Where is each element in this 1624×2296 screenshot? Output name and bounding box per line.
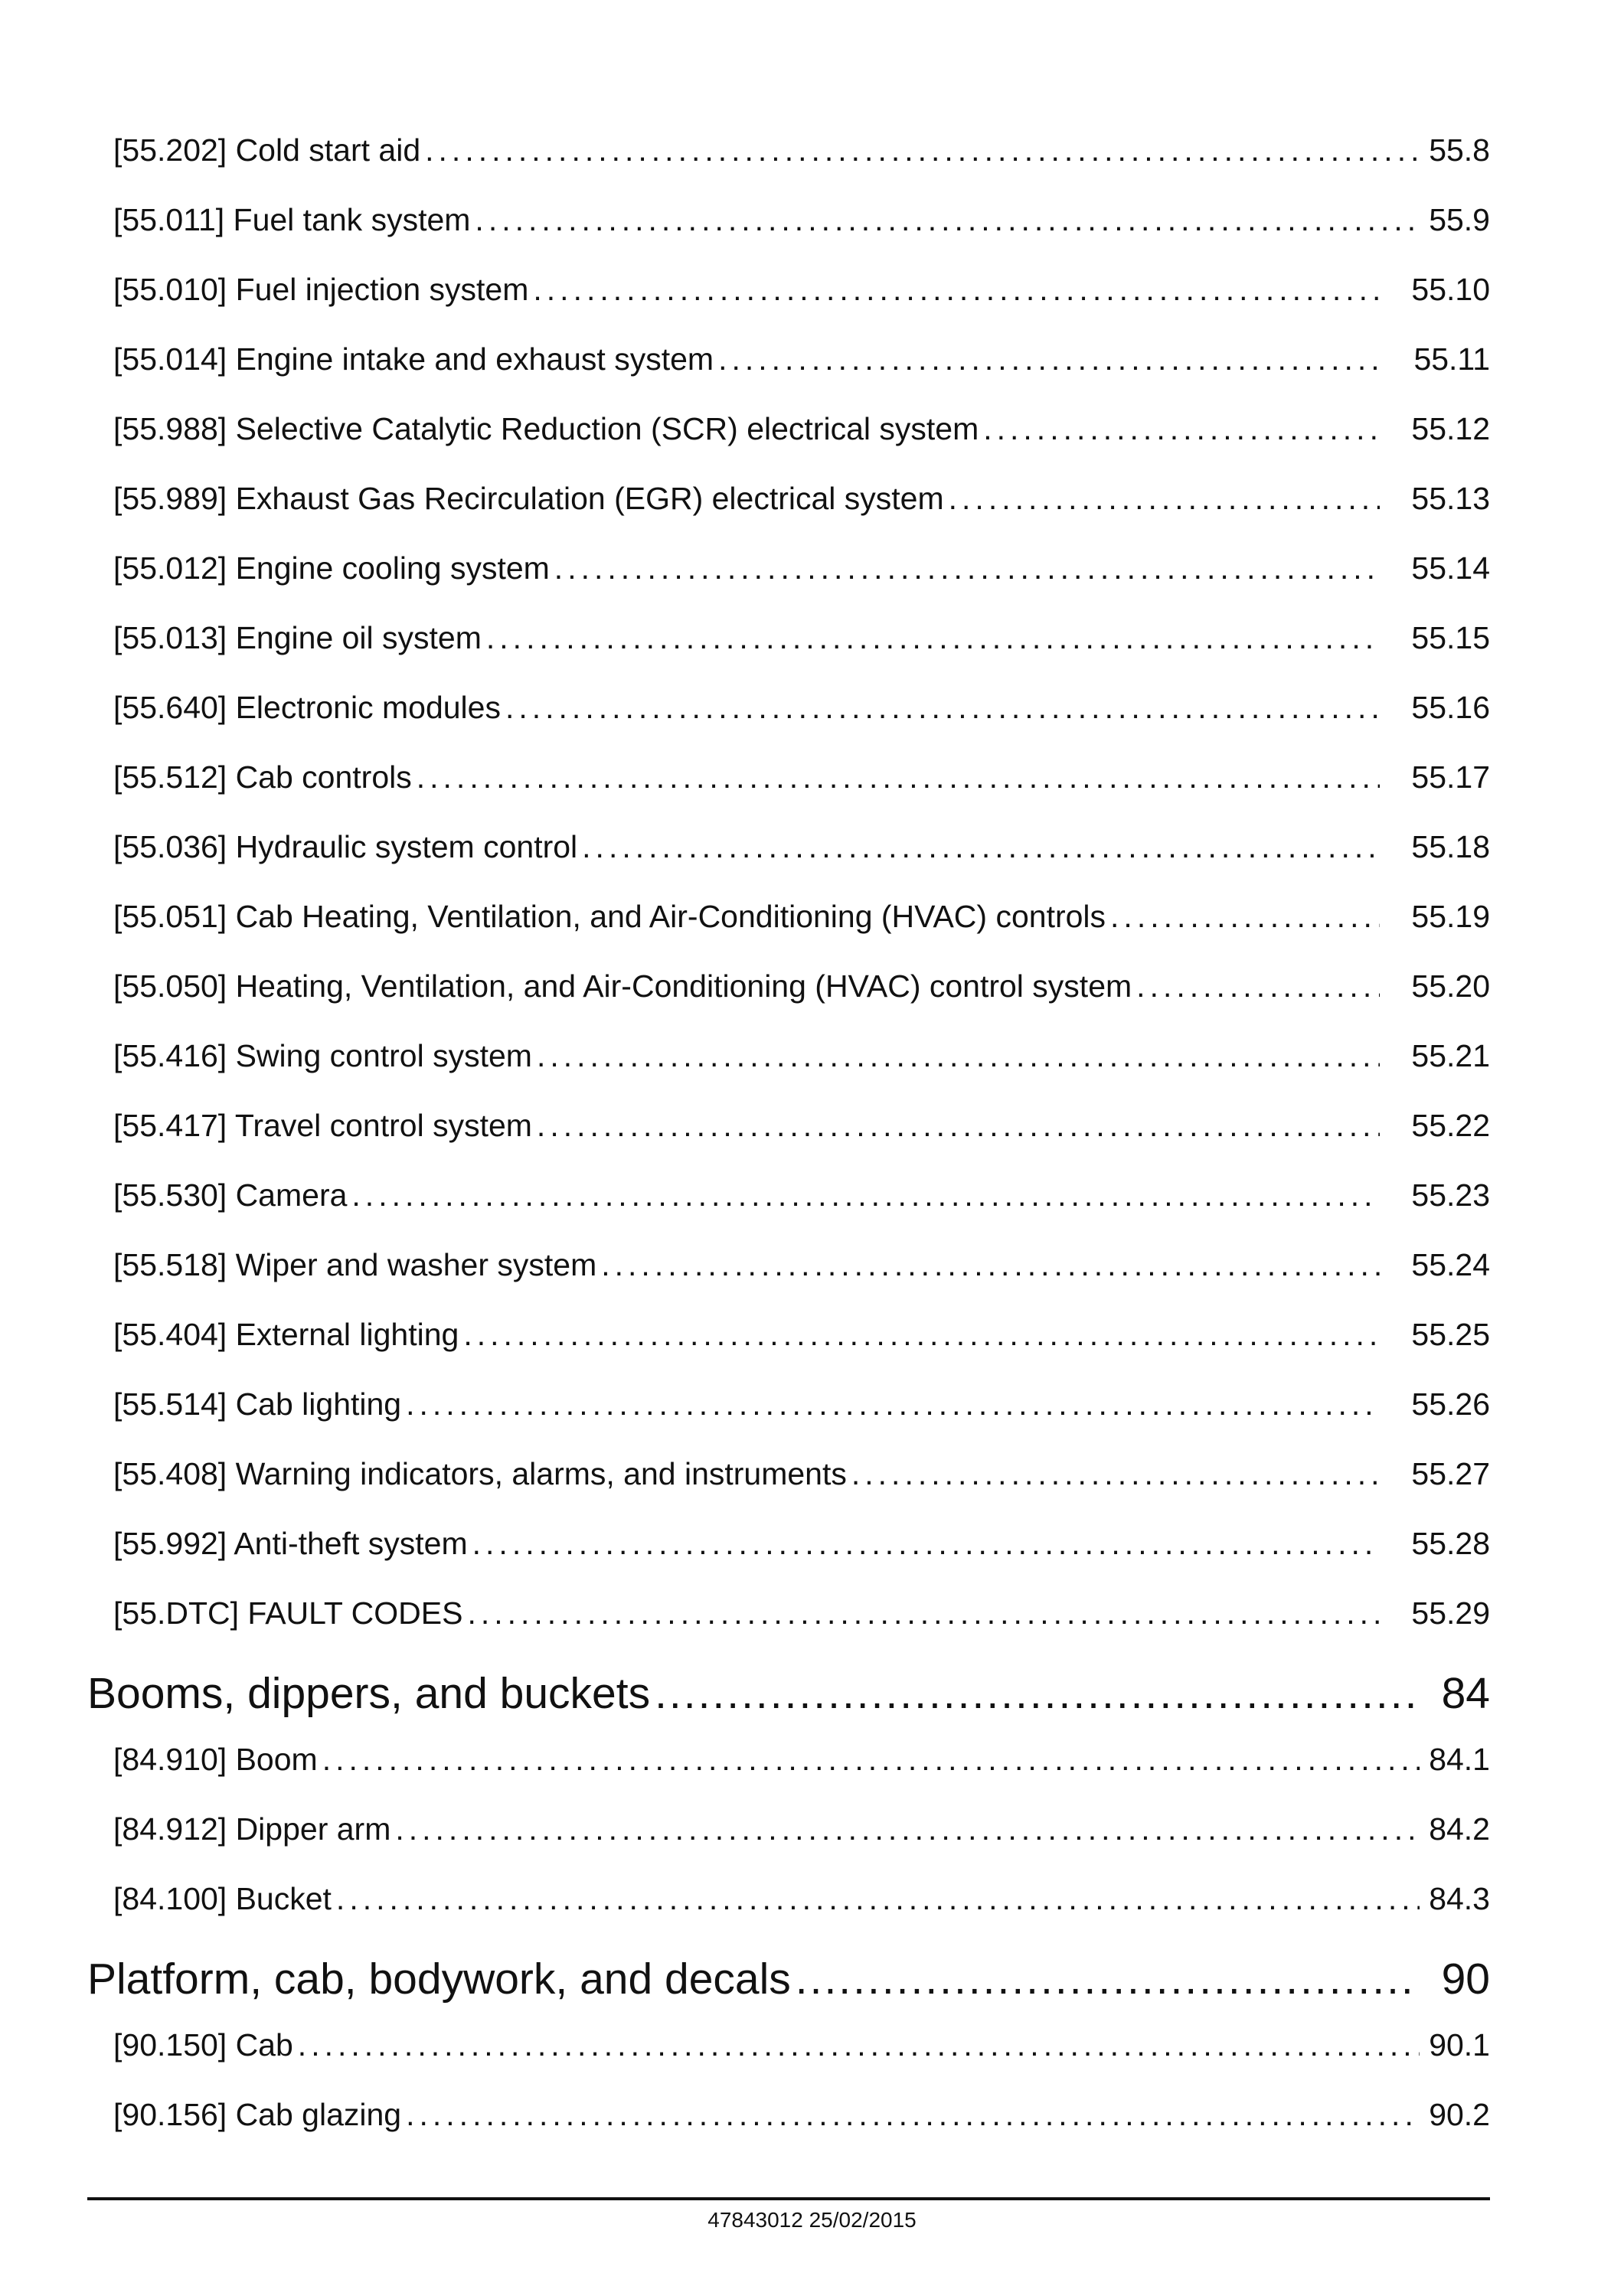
dot-leader <box>554 550 1380 586</box>
toc-page-number: 55.22 <box>1411 1108 1490 1143</box>
toc-entry[interactable] <box>87 1456 1490 1526</box>
toc-entry[interactable] <box>87 202 1490 272</box>
toc-entry-label: [55.530] Camera <box>113 1177 348 1213</box>
toc-entry-label: [55.408] Warning indicators, alarms, and instruments <box>113 1456 847 1491</box>
toc-entry-label: [55.202] Cold start aid <box>113 132 421 168</box>
toc-entry[interactable] <box>87 341 1490 411</box>
dot-leader <box>336 1881 1420 1917</box>
dot-leader <box>417 759 1380 795</box>
toc-entry-label: [55.012] Engine cooling system <box>113 550 550 586</box>
toc-entry[interactable] <box>87 1386 1490 1456</box>
toc-page-number: 55.23 <box>1411 1177 1490 1213</box>
dot-leader <box>983 411 1380 447</box>
dot-leader <box>351 1177 1380 1213</box>
toc-entry-label: [55.014] Engine intake and exhaust system <box>113 341 714 377</box>
toc-entry[interactable] <box>87 899 1490 968</box>
toc-page-number: 90.2 <box>1429 2097 1490 2132</box>
toc-entry-label: [55.050] Heating, Ventilation, and Air-Conditioning (HVAC) control system <box>113 968 1132 1004</box>
toc-page-number: 55.26 <box>1411 1386 1490 1422</box>
toc-page-number: 55.18 <box>1411 829 1490 864</box>
toc-page-number: 84.3 <box>1429 1881 1490 1916</box>
toc-page-number: 55.29 <box>1411 1595 1490 1631</box>
footer-divider <box>87 2197 1490 2200</box>
toc-entry[interactable] <box>87 2027 1490 2097</box>
dot-leader <box>486 620 1380 656</box>
dot-leader <box>406 1386 1380 1422</box>
toc-page-number: 55.16 <box>1411 690 1490 725</box>
toc-entry[interactable] <box>87 272 1490 341</box>
toc-entry[interactable] <box>87 1811 1490 1881</box>
dot-leader <box>406 2097 1420 2133</box>
toc-entry-label: [55.013] Engine oil system <box>113 620 482 655</box>
toc-section-heading[interactable] <box>87 1954 1490 2027</box>
dot-leader <box>533 272 1380 308</box>
toc-entry-label: Booms, dippers, and buckets <box>87 1669 651 1718</box>
toc-entry-label: [55.051] Cab Heating, Ventilation, and Air-Conditioning (HVAC) controls <box>113 899 1106 934</box>
dot-leader <box>796 1954 1417 2004</box>
toc-entry[interactable] <box>87 1038 1490 1108</box>
toc-page-number: 84.1 <box>1429 1742 1490 1777</box>
footer-document-id: 47843012 25/02/2015 <box>707 2208 917 2232</box>
toc-entry-label: [55.417] Travel control system <box>113 1108 532 1143</box>
toc-entry-label: [55.989] Exhaust Gas Recirculation (EGR) electrical system <box>113 481 944 516</box>
dot-leader <box>322 1742 1420 1778</box>
toc-entry-label: [84.100] Bucket <box>113 1881 332 1916</box>
toc-page-number: 55.25 <box>1411 1317 1490 1352</box>
toc-section-heading[interactable] <box>87 1668 1490 1742</box>
toc-entry-label: [55.514] Cab lighting <box>113 1386 402 1422</box>
toc-entry[interactable] <box>87 132 1490 202</box>
toc-page-number: 90 <box>1441 1955 1490 2004</box>
toc-entry-label: [84.910] Boom <box>113 1742 318 1777</box>
toc-entry[interactable] <box>87 620 1490 690</box>
dot-leader <box>475 202 1420 238</box>
toc-entry[interactable] <box>87 1742 1490 1811</box>
toc-entry-label: [90.156] Cab glazing <box>113 2097 402 2132</box>
dot-leader <box>472 1526 1380 1562</box>
toc-page-number: 55.15 <box>1411 620 1490 655</box>
toc-entry-label: [55.518] Wiper and washer system <box>113 1247 597 1282</box>
toc-page-number: 55.9 <box>1429 202 1490 237</box>
toc-entry-label: [55.DTC] FAULT CODES <box>113 1595 463 1631</box>
dot-leader <box>537 1038 1380 1074</box>
toc-entry[interactable] <box>87 759 1490 829</box>
dot-leader <box>601 1247 1380 1283</box>
dot-leader <box>718 341 1380 377</box>
toc-entry-label: [55.404] External lighting <box>113 1317 459 1352</box>
dot-leader <box>949 481 1380 517</box>
toc-page-number: 84 <box>1441 1669 1490 1718</box>
toc-entry-label: [55.640] Electronic modules <box>113 690 501 725</box>
toc-entry[interactable] <box>87 1317 1490 1386</box>
toc-page-number: 55.20 <box>1411 968 1490 1004</box>
toc-entry-label: [90.150] Cab <box>113 2027 293 2062</box>
toc-page-number: 55.24 <box>1411 1247 1490 1282</box>
toc-entry[interactable] <box>87 968 1490 1038</box>
toc-page-number: 55.19 <box>1411 899 1490 934</box>
toc-entry[interactable] <box>87 829 1490 899</box>
dot-leader <box>537 1108 1380 1144</box>
toc-entry[interactable] <box>87 1108 1490 1177</box>
toc-entry[interactable] <box>87 1881 1490 1951</box>
toc-entry-label: [55.011] Fuel tank system <box>113 202 471 237</box>
toc-entry[interactable] <box>87 411 1490 481</box>
toc-entry[interactable] <box>87 690 1490 759</box>
dot-leader <box>582 829 1380 865</box>
dot-leader <box>298 2027 1420 2063</box>
toc-entry[interactable] <box>87 1177 1490 1247</box>
dot-leader <box>1110 899 1380 935</box>
toc-entry-label: [84.912] Dipper arm <box>113 1811 391 1847</box>
toc-page-number: 55.27 <box>1411 1456 1490 1491</box>
toc-page-number: 55.28 <box>1411 1526 1490 1561</box>
toc-entry-label: [55.988] Selective Catalytic Reduction (SCR) electrical system <box>113 411 979 446</box>
toc-page-number: 84.2 <box>1429 1811 1490 1847</box>
table-of-contents <box>87 132 1490 2167</box>
dot-leader <box>655 1668 1417 1719</box>
toc-entry[interactable] <box>87 550 1490 620</box>
toc-page-number: 55.21 <box>1411 1038 1490 1073</box>
dot-leader <box>851 1456 1380 1492</box>
toc-page-number: 55.17 <box>1411 759 1490 795</box>
dot-leader <box>463 1317 1380 1353</box>
toc-entry-label: [55.512] Cab controls <box>113 759 412 795</box>
toc-page-number: 55.13 <box>1411 481 1490 516</box>
dot-leader <box>505 690 1380 726</box>
toc-entry[interactable] <box>87 481 1490 550</box>
toc-entry[interactable] <box>87 1247 1490 1317</box>
toc-entry[interactable] <box>87 1595 1490 1665</box>
dot-leader <box>395 1811 1420 1847</box>
toc-page-number: 55.8 <box>1429 132 1490 168</box>
toc-entry-label: [55.992] Anti-theft system <box>113 1526 468 1561</box>
toc-page-number: 55.11 <box>1413 341 1490 377</box>
toc-page-number: 55.10 <box>1411 272 1490 307</box>
dot-leader <box>467 1595 1380 1631</box>
toc-entry[interactable] <box>87 1526 1490 1595</box>
dot-leader <box>1136 968 1380 1004</box>
toc-page-number: 90.1 <box>1429 2027 1490 2062</box>
toc-entry-label: [55.416] Swing control system <box>113 1038 532 1073</box>
toc-entry-label: [55.010] Fuel injection system <box>113 272 529 307</box>
toc-entry-label: Platform, cab, bodywork, and decals <box>87 1955 791 2004</box>
dot-leader <box>425 132 1420 168</box>
toc-page-number: 55.14 <box>1411 550 1490 586</box>
toc-entry-label: [55.036] Hydraulic system control <box>113 829 578 864</box>
toc-entry[interactable] <box>87 2097 1490 2167</box>
toc-page-number: 55.12 <box>1411 411 1490 446</box>
